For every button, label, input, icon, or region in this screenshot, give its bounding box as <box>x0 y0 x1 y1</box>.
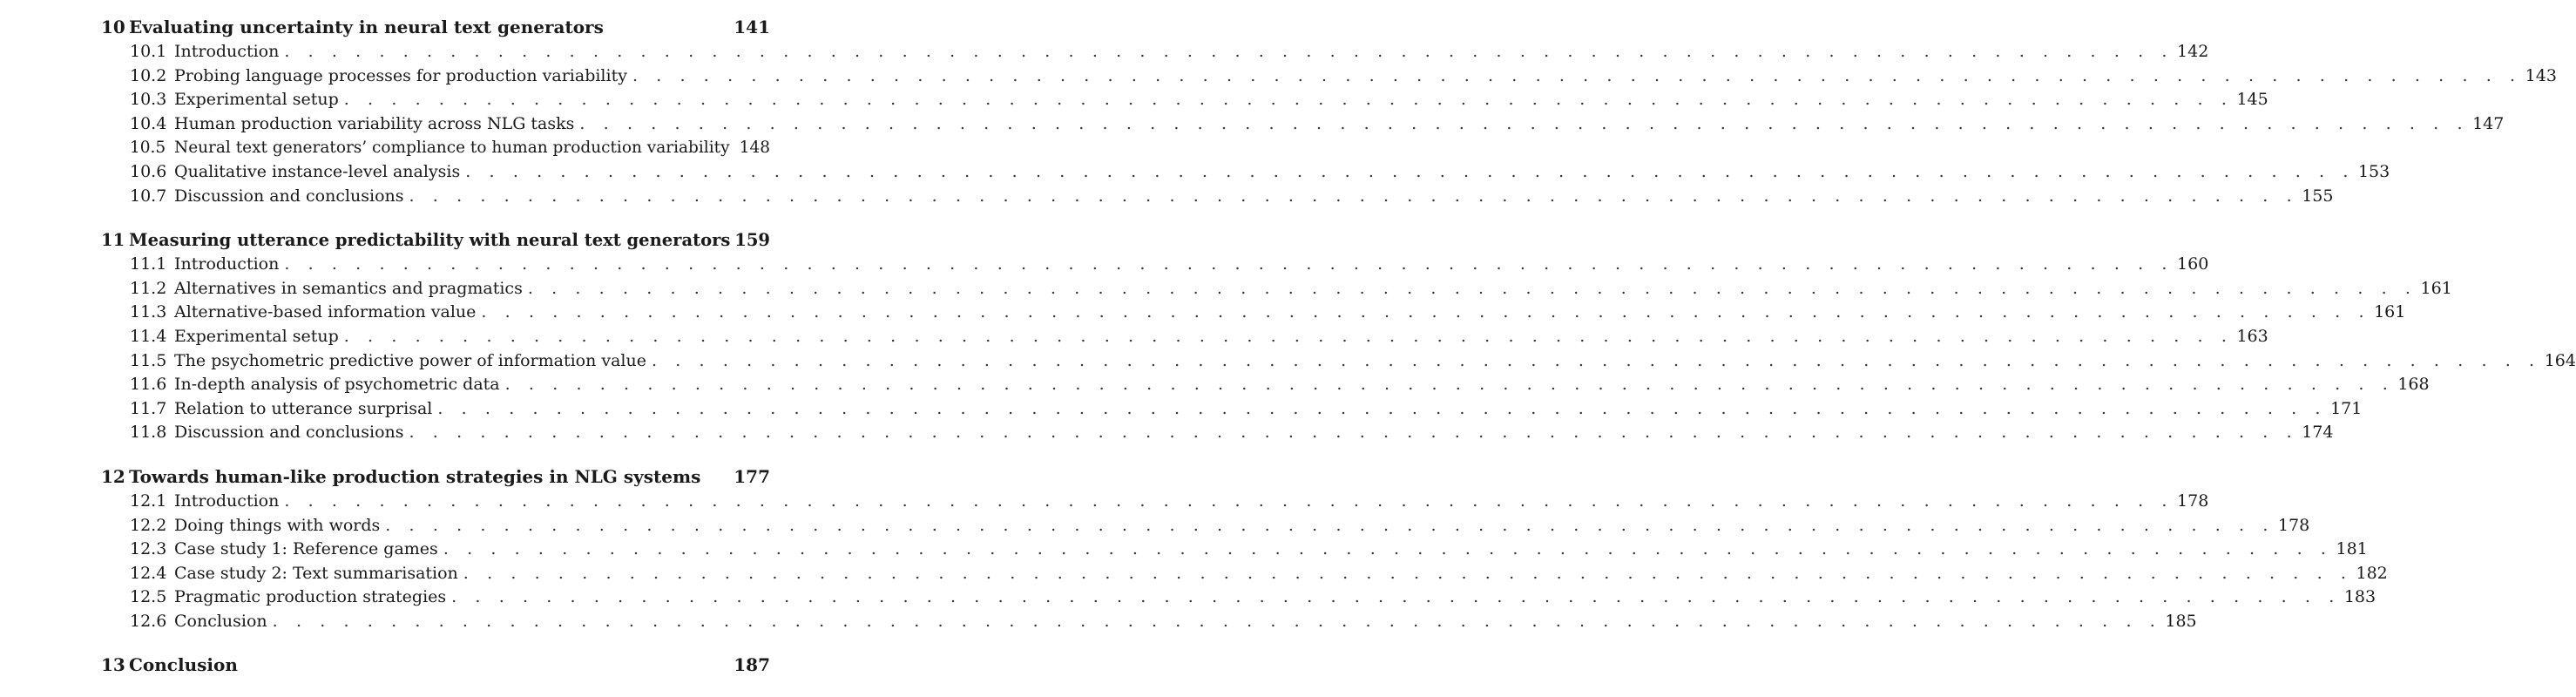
toc-section-entry[interactable] <box>101 112 2505 137</box>
dot-leader: . . . . . . . . . . . . . . . . . . . . . . . . . . . . . . . . . . . . . . . . . . . . . . . . . . . . . . . . . . . . . . . . . . . . . . . . . . . . . . . . <box>284 42 2174 61</box>
dot-leader: . . . . . . . . . . . . . . . . . . . . . . . . . . . . . . . . . . . . . . . . . . . . . . . . . . . . . . . . . . . . . . . . . . . . . . . . . . . . . . . . <box>409 423 2299 443</box>
section-page-number: 155 <box>2302 186 2334 206</box>
section-number: 11.6 <box>130 375 167 395</box>
section-number: 10.5 <box>130 139 166 158</box>
section-page-number: 161 <box>2374 302 2406 322</box>
section-title: Neural text generators’ compliance to human production variability <box>174 139 730 158</box>
toc-section-entry[interactable] <box>101 325 2268 349</box>
dot-leader: . . . . . . . . . . . . . . . . . . . . . . . . . . . . . . . . . . . . . . . . . . . . . . . . . . . . . . . . . . . . . . . . . . . . . . . . . . . . . . . . <box>632 65 2522 85</box>
toc-section-entry[interactable] <box>101 490 2209 514</box>
section-page-number: 161 <box>2420 278 2452 298</box>
chapter-heading[interactable] <box>101 464 770 490</box>
chapter-title: Evaluating uncertainty in neural text generators <box>129 17 604 37</box>
dot-leader: . . . . . . . . . . . . . . . . . . . . . . . . . . . . . . . . . . . . . . . . . . . . . . . . . . . . . . . . . . . . . . . . . . . . . . . . . . . . . . . . <box>284 491 2174 511</box>
section-title: Pragmatic production strategies <box>174 587 447 607</box>
dot-leader: . . . . . . . . . . . . . . . . . . . . . . . . . . . . . . . . . . . . . . . . . . . . . . . . . . . . . . . . . . . . . . . . . . . . . . . . . . . . . . . . <box>385 515 2275 535</box>
chapter-page-number: 141 <box>734 17 770 37</box>
section-title: Alternative-based information value <box>174 302 477 322</box>
section-page-number: 181 <box>2336 539 2368 559</box>
section-number: 11.3 <box>130 302 167 322</box>
dot-leader: . . . . . . . . . . . . . . . . . . . . . . . . . . . . . . . . . . . . . . . . . . . . . . . . . . . . . . . . . . . . . . . . . . . . . . . . . . . . . . . . <box>443 539 2333 559</box>
section-page-number: 143 <box>2525 65 2557 85</box>
section-number: 11.2 <box>130 278 167 298</box>
section-page-number: 164 <box>2544 350 2576 370</box>
section-page-number: 168 <box>2397 375 2430 395</box>
table-of-contents <box>101 15 2576 697</box>
toc-chapter <box>101 15 2557 208</box>
chapter-title: Conclusion <box>129 654 238 676</box>
section-number: 11.1 <box>130 254 167 274</box>
section-number: 10.3 <box>130 90 167 110</box>
dot-leader: . . . . . . . . . . . . . . . . . . . . . . . . . . . . . . . . . . . . . . . . . . . . . . . . . . . . . . . . . . . . . . . . . . . . . . . . . . . . . . . . <box>579 113 2470 133</box>
toc-chapter <box>101 653 770 678</box>
toc-section-entry[interactable] <box>101 349 2576 374</box>
toc-section-entry[interactable] <box>101 64 2557 89</box>
section-title: In-depth analysis of psychometric data <box>174 375 500 395</box>
section-number: 12.5 <box>130 587 167 607</box>
section-number: 12.6 <box>130 611 167 631</box>
section-page-number: 182 <box>2356 563 2388 583</box>
section-title: Case study 2: Text summarisation <box>174 563 458 583</box>
section-title: Experimental setup <box>174 326 339 346</box>
section-title: Experimental setup <box>174 90 339 110</box>
section-title: Discussion and conclusions <box>174 423 404 443</box>
section-number: 10.4 <box>130 113 167 133</box>
toc-section-entry[interactable] <box>101 88 2268 112</box>
toc-section-entry[interactable] <box>101 136 770 160</box>
dot-leader: . . . . . . . . . . . . . . . . . . . . . . . . . . . . . . . . . . . . . . . . . . . . . . . . . . . . . . . . . . . . . . . . . . . . . . . . . . . . . . . . <box>272 611 2162 631</box>
section-page-number: 163 <box>2236 326 2268 346</box>
section-number: 11.5 <box>130 350 167 370</box>
section-number: 11.4 <box>130 326 167 346</box>
section-page-number: 183 <box>2343 587 2377 607</box>
section-title: Qualitative instance-level analysis <box>174 161 461 181</box>
section-title: Introduction <box>174 254 280 274</box>
toc-section-entry[interactable] <box>101 397 2363 422</box>
chapter-number: 13 <box>101 654 125 676</box>
section-number: 10.1 <box>130 42 167 61</box>
toc-section-entry[interactable] <box>101 538 2368 562</box>
section-number: 12.1 <box>130 491 167 511</box>
section-number: 12.3 <box>130 539 167 559</box>
section-number: 10.7 <box>130 186 167 206</box>
dot-leader: . . . . . . . . . . . . . . . . . . . . . . . . . . . . . . . . . . . . . . . . . . . . . . . . . . . . . . . . . . . . . . . . . . . . . . . . . . . . . . . . <box>409 186 2299 206</box>
chapter-title: Measuring utterance predictability with neural text generators <box>129 230 731 251</box>
chapter-number: 10 <box>101 17 125 37</box>
toc-section-entry[interactable] <box>101 40 2209 64</box>
toc-section-entry[interactable] <box>101 301 2406 325</box>
section-number: 11.8 <box>130 423 167 443</box>
chapter-heading[interactable] <box>101 15 770 40</box>
chapter-heading[interactable] <box>101 227 770 253</box>
section-page-number: 174 <box>2302 423 2334 443</box>
section-number: 10.2 <box>130 65 167 85</box>
dot-leader: . . . . . . . . . . . . . . . . . . . . . . . . . . . . . . . . . . . . . . . . . . . . . . . . . . . . . . . . . . . . . . . . . . . . . . . . . . . . . . . . <box>465 161 2355 181</box>
chapter-number: 12 <box>101 465 125 487</box>
section-number: 10.6 <box>130 161 167 181</box>
dot-leader: . . . . . . . . . . . . . . . . . . . . . . . . . . . . . . . . . . . . . . . . . . . . . . . . . . . . . . . . . . . . . . . . . . . . . . . . . . . . . . . . <box>284 254 2174 274</box>
section-page-number: 153 <box>2357 161 2390 181</box>
section-page-number: 171 <box>2330 398 2363 418</box>
chapter-page-number: 159 <box>734 230 770 251</box>
toc-chapter <box>101 464 2388 634</box>
section-title: Introduction <box>174 42 280 61</box>
toc-section-entry[interactable] <box>101 253 2209 277</box>
toc-chapter <box>101 227 2576 445</box>
section-page-number: 178 <box>2277 515 2310 535</box>
toc-section-entry[interactable] <box>101 562 2388 586</box>
section-page-number: 145 <box>2236 90 2268 110</box>
dot-leader: . . . . . . . . . . . . . . . . . . . . . . . . . . . . . . . . . . . . . . . . . . . . . . . . . . . . . . . . . . . . . . . . . . . . . . . . . . . . . . . . <box>527 278 2417 298</box>
chapter-page-number: 177 <box>734 465 770 487</box>
toc-section-entry[interactable] <box>101 277 2452 301</box>
section-page-number: 185 <box>2165 611 2197 631</box>
section-number: 12.2 <box>130 515 167 535</box>
dot-leader: . . . . . . . . . . . . . . . . . . . . . . . . . . . . . . . . . . . . . . . . . . . . . . . . . . . . . . . . . . . . . . . . . . . . . . . . . . . . . . . . <box>504 375 2395 395</box>
section-title: The psychometric predictive power of information value <box>174 350 646 370</box>
section-page-number: 148 <box>739 139 770 158</box>
chapter-number: 11 <box>101 230 125 251</box>
toc-section-entry[interactable] <box>101 160 2390 185</box>
section-title: Discussion and conclusions <box>174 186 404 206</box>
dot-leader: . . . . . . . . . . . . . . . . . . . . . . . . . . . . . . . . . . . . . . . . . . . . . . . . . . . . . . . . . . . . . . . . . . . . . . . . . . . . . . . . <box>463 563 2353 583</box>
dot-leader: . . . . . . . . . . . . . . . . . . . . . . . . . . . . . . . . . . . . . . . . . . . . . . . . . . . . . . . . . . . . . . . . . . . . . . . . . . . . . . . . <box>451 587 2341 607</box>
section-page-number: 178 <box>2177 491 2209 511</box>
section-number: 11.7 <box>130 398 167 418</box>
dot-leader: . . . . . . . . . . . . . . . . . . . . . . . . . . . . . . . . . . . . . . . . . . . . . . . . . . . . . . . . . . . . . . . . . . . . . . . . . . . . . . . . <box>343 326 2234 346</box>
toc-section-entry[interactable] <box>101 585 2377 610</box>
toc-section-entry[interactable] <box>101 610 2197 634</box>
section-title: Alternatives in semantics and pragmatics <box>174 278 523 298</box>
section-title: Probing language processes for production variability <box>174 65 627 85</box>
section-title: Doing things with words <box>174 515 381 535</box>
dot-leader: . . . . . . . . . . . . . . . . . . . . . . . . . . . . . . . . . . . . . . . . . . . . . . . . . . . . . . . . . . . . . . . . . . . . . . . . . . . . . . . . <box>481 302 2371 322</box>
chapter-page-number: 187 <box>734 654 770 676</box>
section-page-number: 142 <box>2177 42 2209 61</box>
section-title: Introduction <box>174 491 280 511</box>
dot-leader: . . . . . . . . . . . . . . . . . . . . . . . . . . . . . . . . . . . . . . . . . . . . . . . . . . . . . . . . . . . . . . . . . . . . . . . . . . . . . . . . <box>343 90 2234 110</box>
dot-leader: . . . . . . . . . . . . . . . . . . . . . . . . . . . . . . . . . . . . . . . . . . . . . . . . . . . . . . . . . . . . . . . . . . . . . . . . . . . . . . . . <box>652 350 2541 370</box>
dot-leader: . . . . . . . . . . . . . . . . . . . . . . . . . . . . . . . . . . . . . . . . . . . . . . . . . . . . . . . . . . . . . . . . . . . . . . . . . . . . . . . . <box>437 398 2328 418</box>
chapter-title: Towards human-like production strategies in NLG systems <box>129 465 701 487</box>
toc-section-entry[interactable] <box>101 421 2334 445</box>
chapter-heading[interactable] <box>101 653 770 678</box>
section-page-number: 160 <box>2177 254 2209 274</box>
section-number: 12.4 <box>130 563 167 583</box>
toc-section-entry[interactable] <box>101 514 2310 538</box>
section-title: Human production variability across NLG tasks <box>174 113 575 133</box>
section-page-number: 147 <box>2472 113 2505 133</box>
section-title: Case study 1: Reference games <box>174 539 438 559</box>
toc-section-entry[interactable] <box>101 373 2430 397</box>
section-title: Relation to utterance surprisal <box>174 398 433 418</box>
section-title: Conclusion <box>174 611 267 631</box>
toc-section-entry[interactable] <box>101 185 2334 209</box>
